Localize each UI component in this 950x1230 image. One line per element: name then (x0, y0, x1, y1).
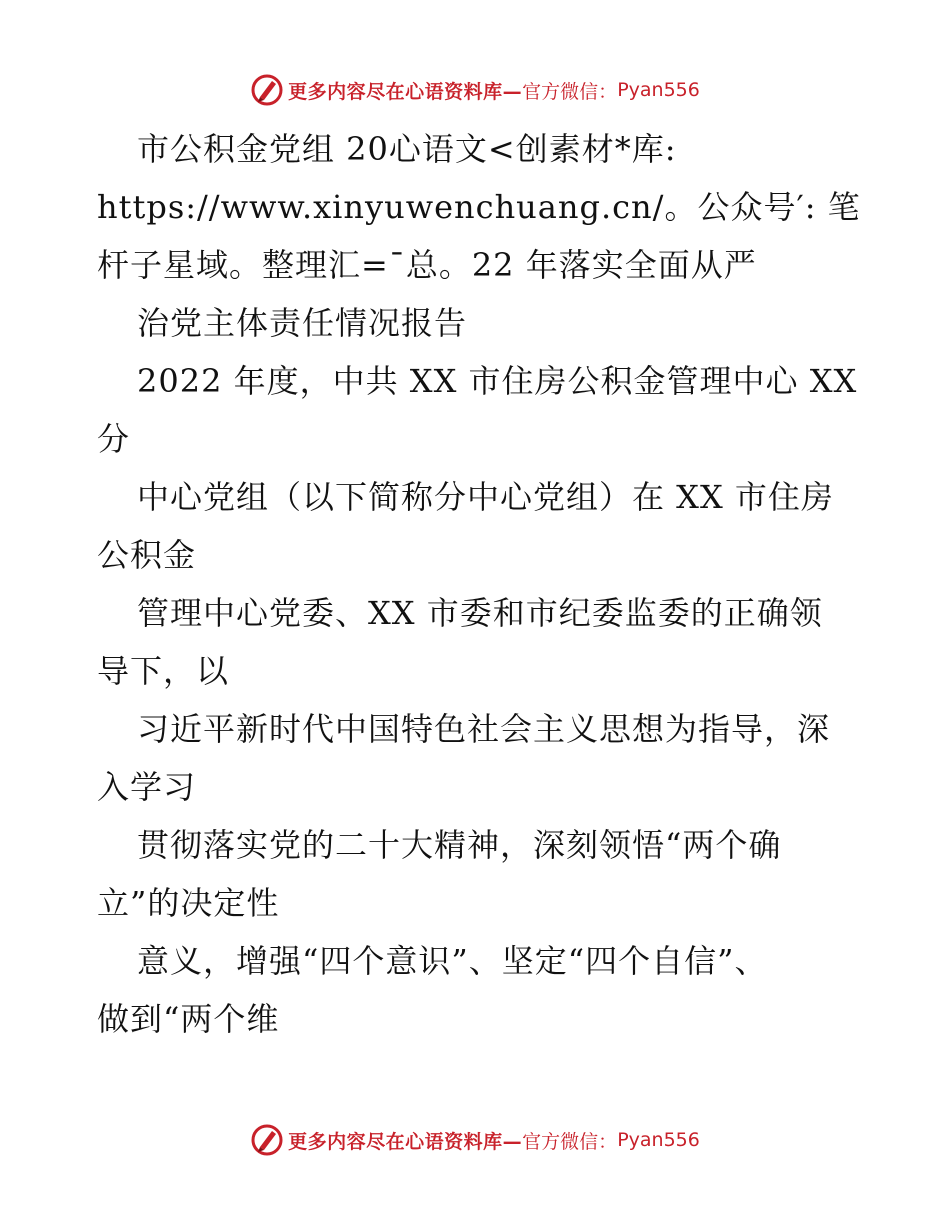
text-line-5: 2022 年度，中共 XX 市住房公积金管理中心 XX (137, 362, 858, 400)
text-line-3: 杆子星域。整理汇=¯总。22 年落实全面从严 (97, 246, 757, 284)
text-line-15: 意义，增强“四个意识”、坚定“四个自信”、 (137, 942, 768, 980)
footer-banner (0, 1120, 950, 1160)
text-line-7: 中心党组（以下简称分中心党组）在 XX 市住房 (137, 478, 834, 516)
text-line-9: 管理中心党委、XX 市委和市纪委监委的正确领 (137, 594, 823, 632)
pen-logo-icon (250, 73, 284, 107)
document-body (97, 120, 861, 1048)
wechat-label: 官方微信： (522, 1130, 618, 1153)
text-line-16: 做到“两个维 (97, 1000, 280, 1038)
text-line-1: 市公积金党组 20心语文<创素材*库: (137, 130, 677, 168)
text-line-14: 立”的决定性 (97, 884, 280, 922)
text-line-10: 导下，以 (97, 652, 230, 690)
pen-logo-icon (250, 1123, 284, 1157)
wechat-label: 官方微信： (522, 80, 618, 103)
text-line-13: 贯彻落实党的二十大精神，深刻领悟“两个确 (137, 826, 782, 864)
text-line-8: 公积金 (97, 536, 197, 574)
text-line-12: 入学习 (97, 768, 197, 806)
text-line-4: 治党主体责任情况报告 (137, 304, 468, 342)
banner-text: 更多内容尽在心语资料库— (288, 1130, 523, 1153)
header-banner (0, 70, 950, 110)
text-line-6: 分 (97, 420, 131, 458)
banner-text: 更多内容尽在心语资料库— (288, 80, 523, 103)
wechat-id: Pyan556 (617, 1129, 700, 1151)
text-line-2: https://www.xinyuwenchuang.cn/。公众号′: 笔 (97, 188, 861, 226)
wechat-id: Pyan556 (617, 79, 700, 101)
text-line-11: 习近平新时代中国特色社会主义思想为指导，深 (137, 710, 831, 748)
